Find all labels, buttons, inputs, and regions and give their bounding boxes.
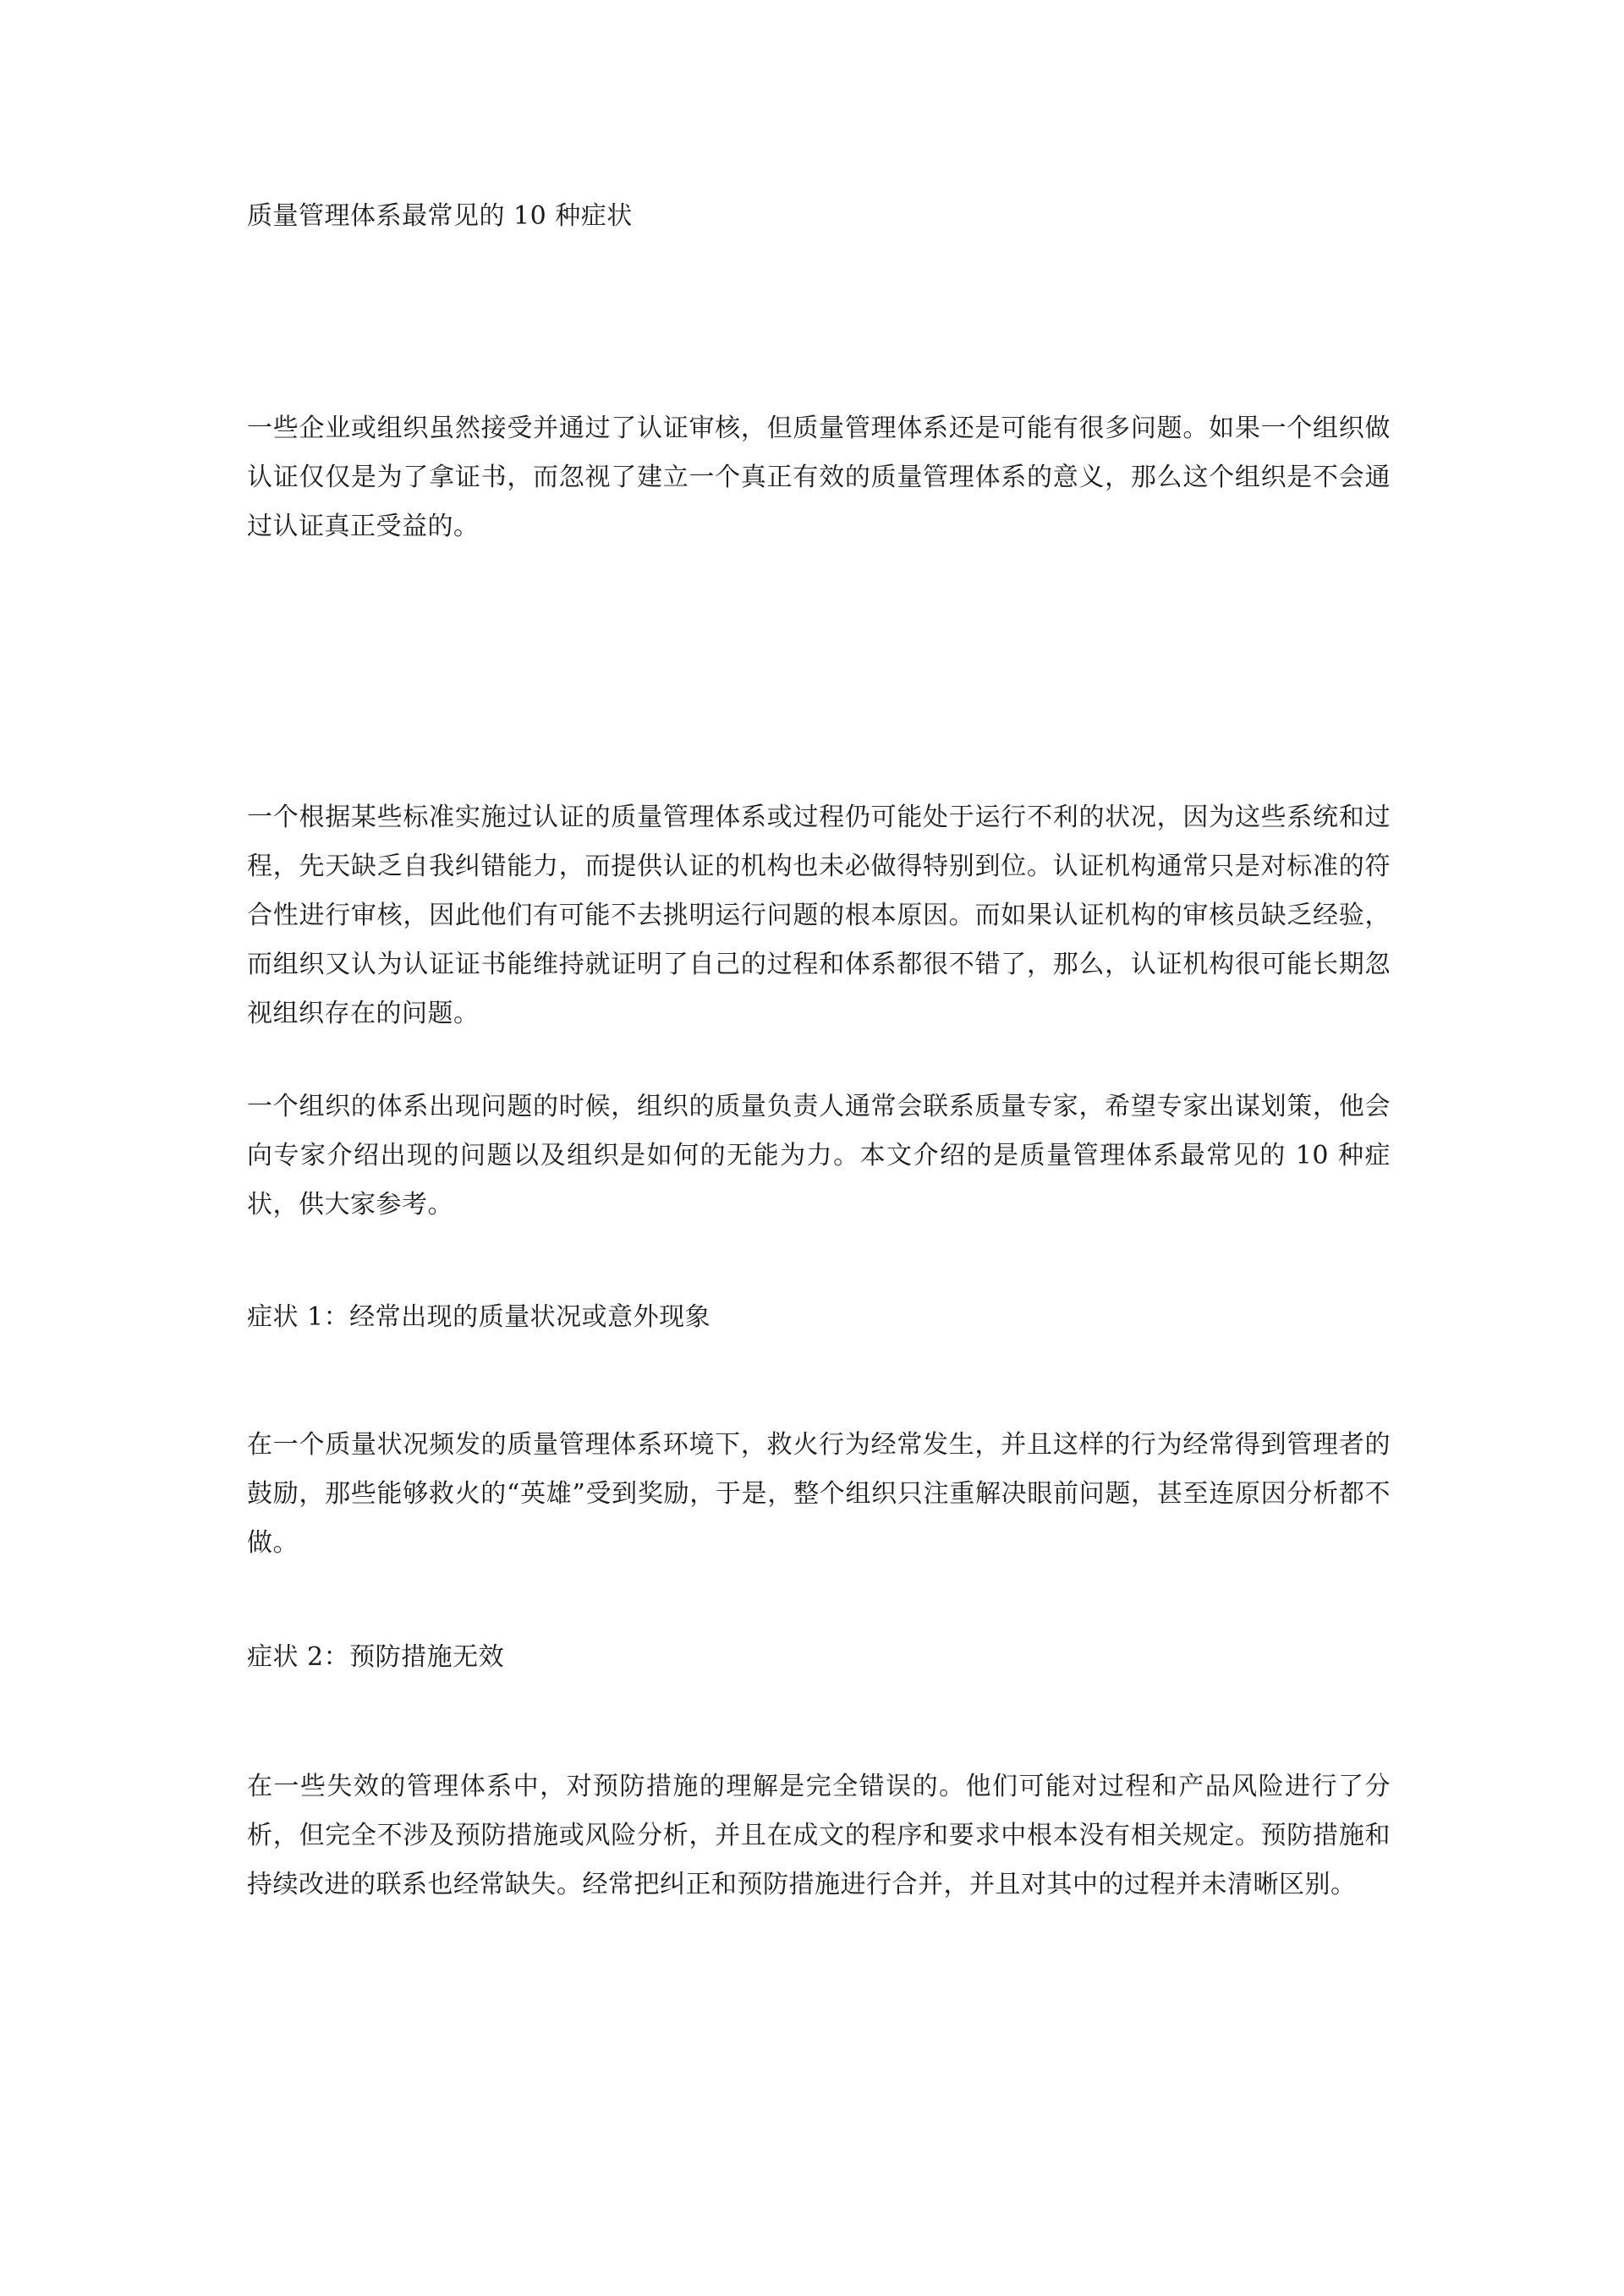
document-title: 质量管理体系最常见的 10 种症状 xyxy=(247,201,633,231)
intro-paragraph-1: 一些企业或组织虽然接受并通过了认证审核，但质量管理体系还是可能有很多问题。如果一个组织做认证仅仅是为了拿证书，而忽视了建立一个真正有效的质量管理体系的意义，那么这个组织是不会通过认证真正受益的。 xyxy=(247,414,1391,541)
symptom-2-text: 在一些失效的管理体系中，对预防措施的理解是完全错误的。他们可能对过程和产品风险进行了分析，但完全不涉及预防措施或风险分析，并且在成文的程序和要求中根本没有相关规定。预防措施和持续改进的联系也经常缺失。经常把纠正和预防措施进行合并，并且对其中的过程并未清晰区别。 xyxy=(247,1772,1391,1899)
symptom-2-heading: 症状 2：预防措施无效 xyxy=(247,1642,505,1672)
intro-paragraph-3: 一个组织的体系出现问题的时候，组织的质量负责人通常会联系质量专家，希望专家出谋划策，他会向专家介绍出现的问题以及组织是如何的无能为力。本文介绍的是质量管理体系最常见的 10 种症状，供大家参考。 xyxy=(247,1092,1391,1219)
intro-paragraph-2: 一个根据某些标准实施过认证的质量管理体系或过程仍可能处于运行不利的状况，因为这些系统和过程，先天缺乏自我纠错能力，而提供认证的机构也未必做得特别到位。认证机构通常只是对标准的符合性进行审核，因此他们有可能不去挑明运行问题的根本原因。而如果认证机构的审核员缺乏经验，而组织又认为认证证书能维持就证明了自己的过程和体系都很不错了，那么，认证机构很可能长期忽视组织存在的问题。 xyxy=(247,803,1391,1028)
symptom-1-text: 在一个质量状况频发的质量管理体系环境下，救火行为经常发生，并且这样的行为经常得到管理者的鼓励，那些能够救火的“英雄”受到奖励，于是，整个组织只注重解决眼前问题，甚至连原因分析都不做。 xyxy=(247,1430,1391,1558)
symptom-1-heading: 症状 1：经常出现的质量状况或意外现象 xyxy=(247,1302,711,1332)
